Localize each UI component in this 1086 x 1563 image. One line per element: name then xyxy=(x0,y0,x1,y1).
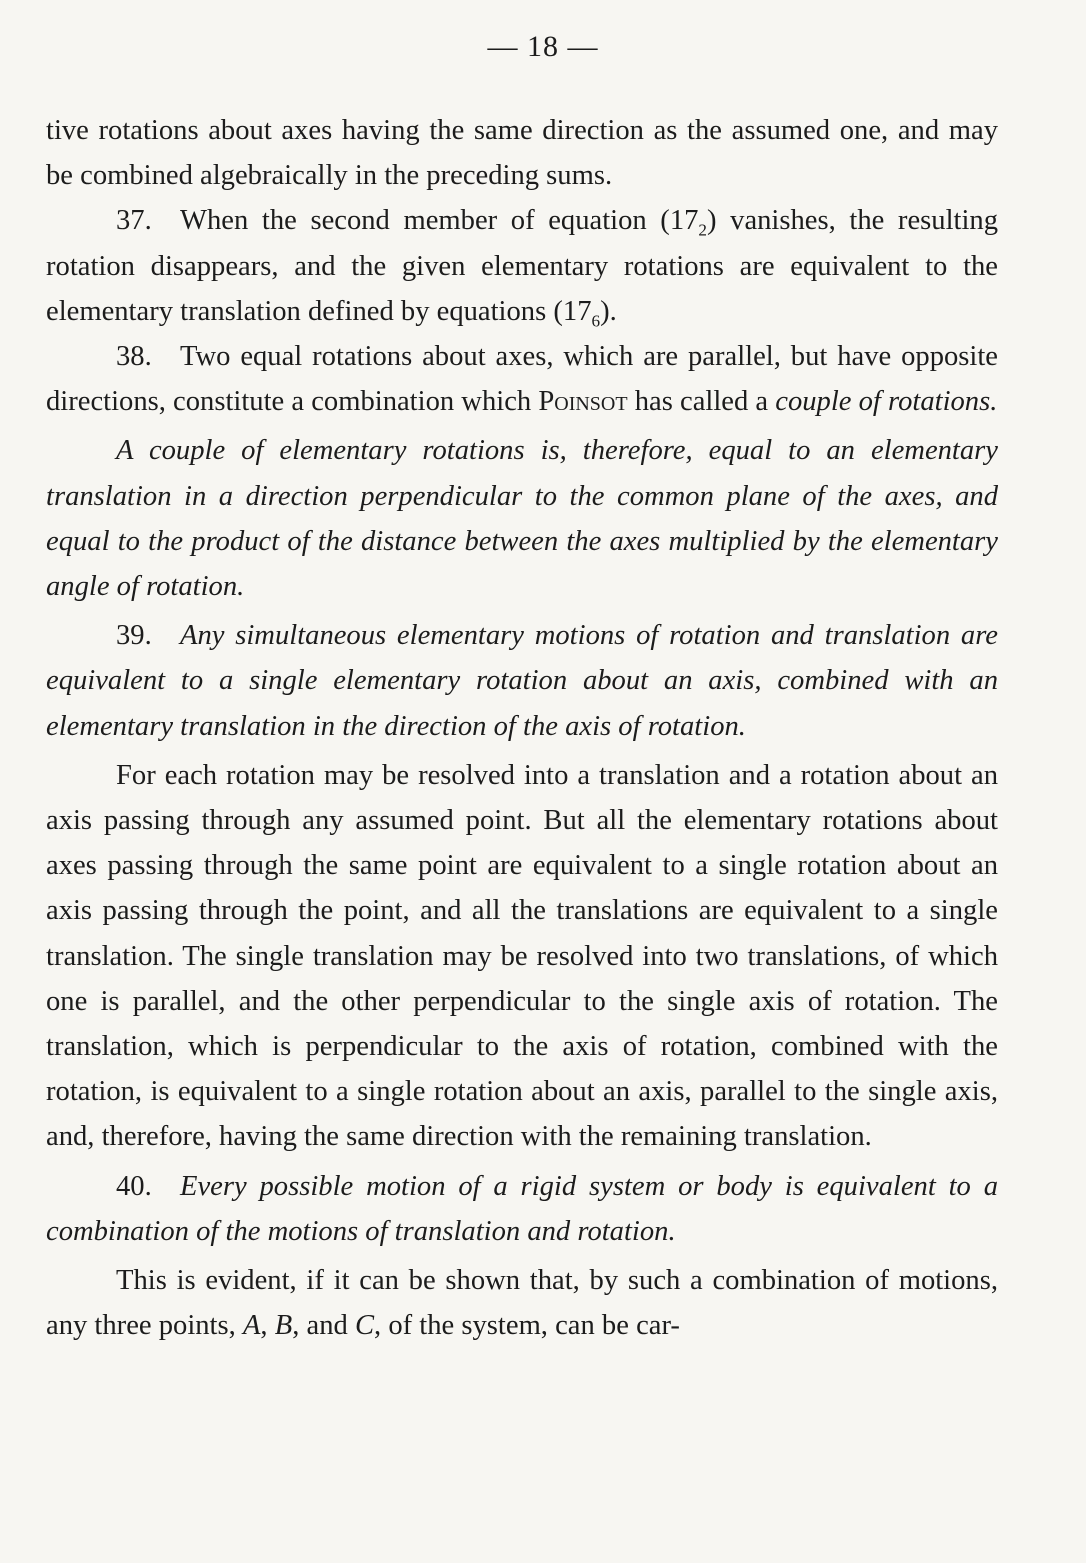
paragraph-38: 38. Two equal rotations about axes, which are parallel, but have opposite directions, constitute a combination which Poinsot has called a couple of rotations. xyxy=(46,334,998,424)
theorem-couple-of-rotations: A couple of elementary rotations is, therefore, equal to an elementary translation in a direction perpendicular to the common plane of the axes, and equal to the product of the distance between the axes multiplied by the elementary angle of rotation. xyxy=(46,435,998,603)
paragraph-39-proof: For each rotation may be resolved into a translation and a rotation about an axis passing through any assumed point. But all the elementary rotations about axes passing through the same point are equivalent to a single rotation about an axis passing through the point, and all the translations are equivalent to a single translation. The single translation may be resolved into two translations, of which one is parallel, and the other perpendicular to the single axis of rotation. The translation, which is perpendicular to the axis of rotation, combined with the rotation, is equivalent to a single rotation about an axis, parallel to the single axis, and, therefore, having the same direction with the remaining translation. xyxy=(46,759,998,1153)
author-name: Poinsot xyxy=(538,386,628,418)
paragraph-40 xyxy=(46,1164,998,1254)
point-c: C xyxy=(354,1310,375,1342)
section-number-40: 40. xyxy=(116,1170,152,1202)
section-number-37: 37. xyxy=(116,205,152,237)
page-number: — 18 — xyxy=(487,30,599,63)
section-number-39: 39. xyxy=(116,620,152,652)
section-number-38: 38. xyxy=(116,341,152,373)
point-b: B xyxy=(274,1310,293,1342)
paragraph-40-proof: This is evident, if it can be shown that, by such a combination of motions, any three points, A, B, and C, of the system, can be car- xyxy=(46,1265,998,1342)
paragraph-37: 37. When the second member of equation $(17_2)$ vanishes, the resulting rotation disappears, and the given elementary rotations are equivalent to the elementary translation defined by equations $(17_6)$. xyxy=(46,198,998,334)
paragraph-continuation: tive rotations about axes having the same direction as the assumed one, and may be combined algebraically in the preceding sums. xyxy=(46,115,998,192)
theorem-40: Every possible motion of a rigid system or body is equivalent to a combination of the motions of translation and rotation. xyxy=(46,1170,998,1247)
paragraph-39 xyxy=(46,613,998,749)
point-a: A xyxy=(242,1310,261,1342)
page-body xyxy=(46,108,998,1348)
theorem-39: Any simultaneous elementary motions of rotation and translation are equivalent to a single elementary rotation about an axis, combined with an elementary translation in the direction of the axis of rotation. xyxy=(46,620,998,742)
defined-term: couple of rotations. xyxy=(775,386,998,418)
